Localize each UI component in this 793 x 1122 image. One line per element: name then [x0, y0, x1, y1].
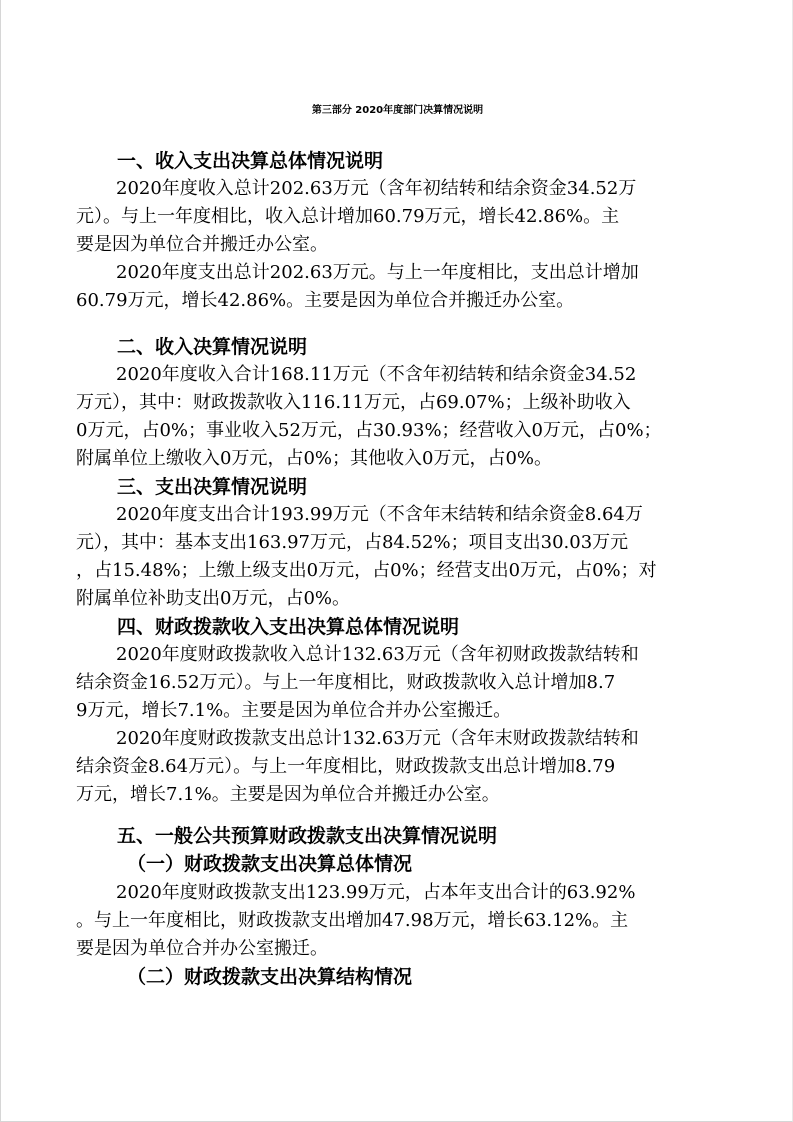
paragraph-line: 元），其中：基本支出163.97万元，占84.52%；项目支出30.03万元 [76, 532, 629, 553]
paragraph-line: 万元），其中：财政拨款收入116.11万元，占69.07%；上级补助收入 [76, 392, 631, 413]
section-heading: 五、一般公共预算财政拨款支出决算情况说明 [117, 825, 498, 847]
paragraph-line: 2020年度收入合计168.11万元（不含年初结转和结余资金34.52 [116, 364, 637, 385]
paragraph-line: ，占15.48%；上缴上级支出0万元，占0%；经营支出0万元，占0%；对 [76, 560, 657, 581]
page-title: 第三部分 2020年度部门决算情况说明 [311, 105, 484, 116]
paragraph-line: 结余资金16.52万元）。与上一年度相比，财政拨款收入总计增加8.7 [76, 672, 616, 693]
paragraph-line: 2020年度财政拨款支出123.99万元，占本年支出合计的63.92% [116, 882, 636, 903]
paragraph-line: 2020年度财政拨款支出总计132.63万元（含年末财政拨款结转和 [116, 728, 639, 749]
section-heading: 四、财政拨款收入支出决算总体情况说明 [117, 616, 460, 638]
paragraph-line: 60.79万元，增长42.86%。主要是因为单位合并搬迁办公室。 [76, 290, 575, 311]
section-heading: 二、收入决算情况说明 [117, 336, 308, 358]
paragraph-line: 要是因为单位合并搬迁办公室。 [76, 234, 328, 255]
paragraph-line: 万元，增长7.1%。主要是因为单位合并搬迁办公室。 [76, 784, 500, 805]
paragraph-line: 2020年度支出合计193.99万元（不含年末结转和结余资金8.64万 [116, 504, 643, 525]
paragraph-line: 2020年度收入总计202.63万元（含年初结转和结余资金34.52万 [116, 178, 637, 199]
section-heading: 三、支出决算情况说明 [117, 476, 308, 498]
paragraph-line: 要是因为单位合并办公室搬迁。 [76, 938, 328, 959]
paragraph-line: 结余资金8.64万元）。与上一年度相比，财政拨款支出总计增加8.79 [76, 756, 616, 777]
paragraph-line: 2020年度财政拨款收入总计132.63万元（含年初财政拨款结转和 [116, 644, 639, 665]
paragraph-line: 元）。与上一年度相比，收入总计增加60.79万元，增长42.86%。主 [76, 206, 620, 227]
paragraph-line: 2020年度支出总计202.63万元。与上一年度相比，支出总计增加 [116, 262, 639, 283]
paragraph-line: 附属单位上缴收入0万元，占0%；其他收入0万元，占0%。 [76, 448, 553, 469]
section-heading: 一、收入支出决算总体情况说明 [117, 150, 384, 172]
paragraph-line: 附属单位补助支出0万元，占0%。 [76, 588, 351, 609]
paragraph-line: 0万元，占0%；事业收入52万元，占30.93%；经营收入0万元，占0%； [76, 420, 662, 441]
paragraph-line: 9万元，增长7.1%。主要是因为单位合并办公室搬迁。 [76, 700, 512, 721]
paragraph-line: 。与上一年度相比，财政拨款支出增加47.98万元，增长63.12%。主 [76, 910, 629, 931]
subsection-heading: （一）财政拨款支出决算总体情况 [127, 853, 413, 875]
subsection-heading: （二）财政拨款支出决算结构情况 [127, 966, 413, 988]
